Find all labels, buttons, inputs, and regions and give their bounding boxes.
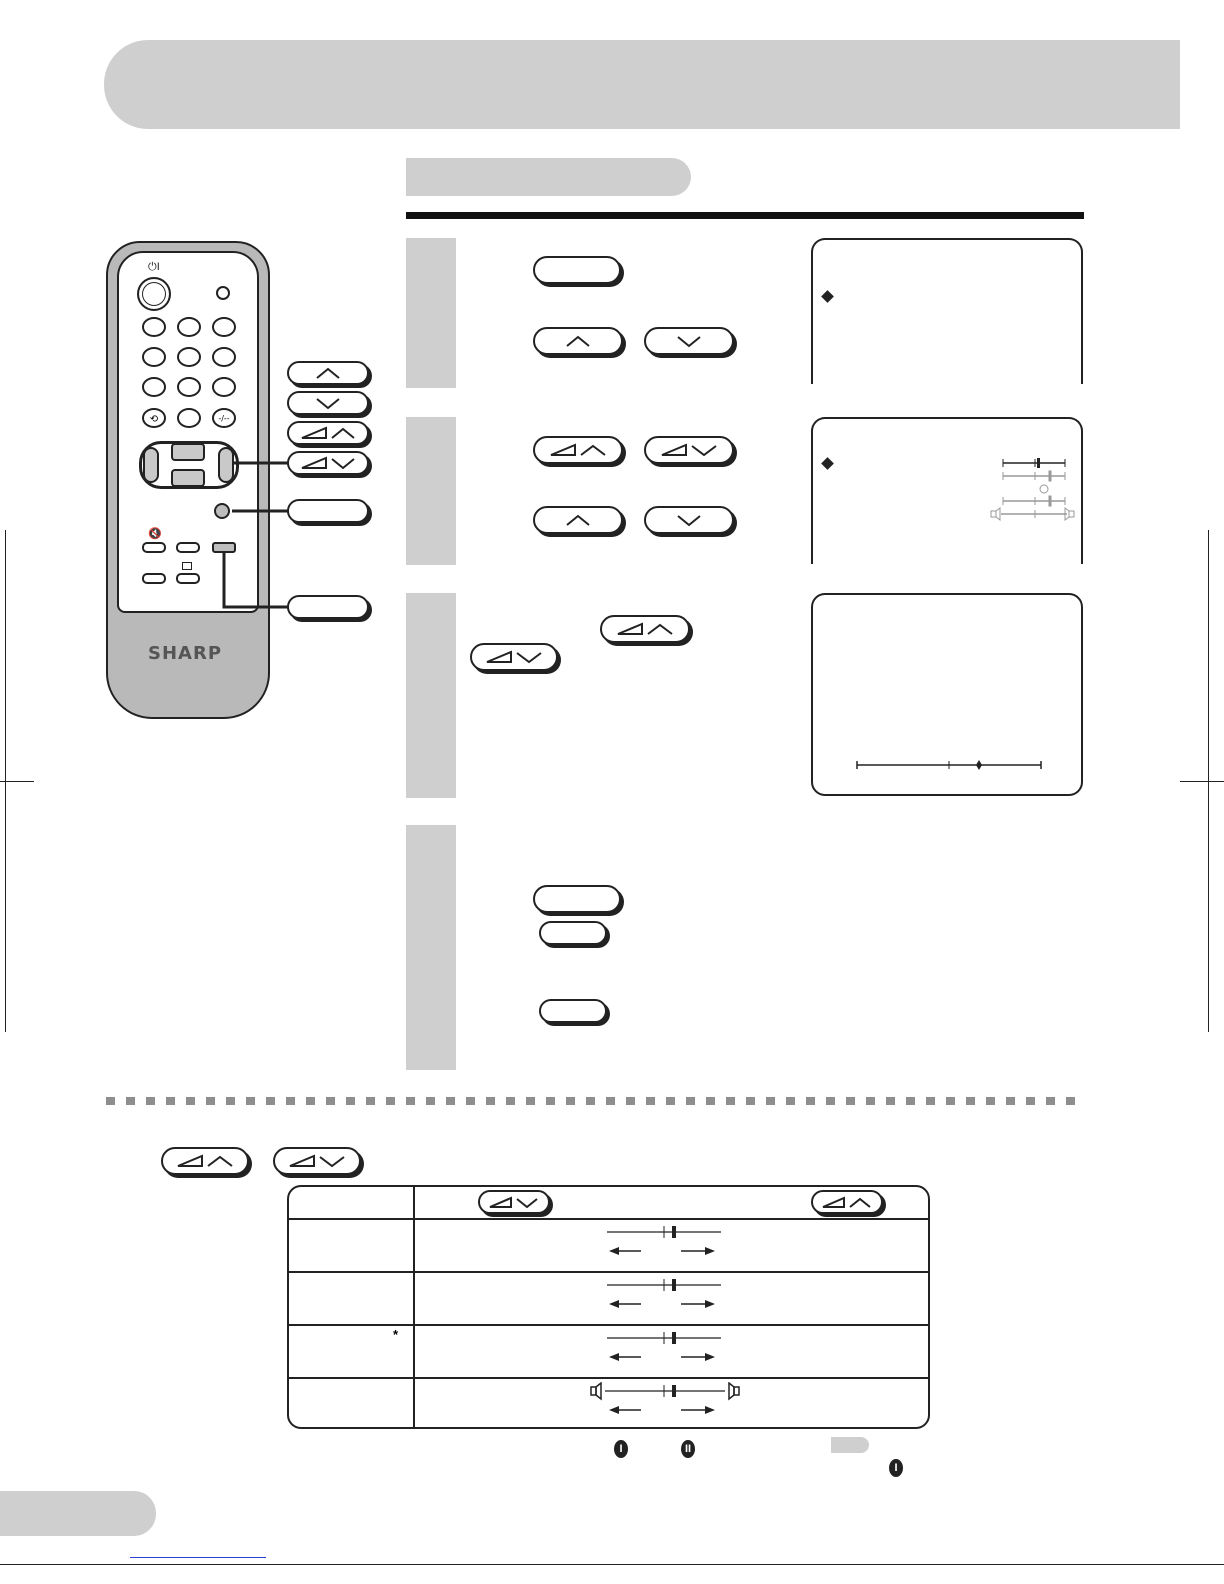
step2-channel-up-key[interactable] bbox=[533, 506, 623, 534]
table-slider-row-4 bbox=[587, 1382, 743, 1422]
page-number-tab bbox=[0, 1491, 156, 1536]
step1-menu-key[interactable] bbox=[533, 256, 621, 284]
step-4-marker bbox=[406, 825, 456, 1070]
table-slider-row-1 bbox=[599, 1223, 729, 1263]
note-volume-up-key[interactable] bbox=[161, 1147, 249, 1175]
power-icon: ⏻I bbox=[148, 261, 160, 273]
sound-mode-1-icon: I bbox=[614, 1440, 628, 1458]
table-col-divider bbox=[413, 1187, 415, 1427]
volume-down-icon bbox=[286, 1153, 348, 1169]
step3-screen bbox=[811, 593, 1083, 796]
step2-screen bbox=[811, 417, 1083, 564]
footnote-highlight bbox=[831, 1437, 869, 1453]
selection-marker-icon bbox=[821, 290, 834, 303]
step2-channel-down-key[interactable] bbox=[644, 506, 734, 534]
underline-link bbox=[130, 1557, 266, 1558]
step-1-marker bbox=[406, 238, 456, 388]
brand-logo: SHARP bbox=[148, 643, 223, 664]
table-volume-down-key bbox=[478, 1190, 550, 1214]
volume-down-icon bbox=[298, 455, 358, 471]
crop-mark bbox=[0, 781, 34, 782]
svg-text:⟲: ⟲ bbox=[149, 414, 159, 425]
callout-volume-down-key[interactable] bbox=[287, 451, 369, 475]
crop-mark bbox=[0, 1564, 1224, 1565]
step2-volume-up-key[interactable] bbox=[533, 436, 623, 464]
sound-mode-2-icon: II bbox=[681, 1440, 695, 1458]
svg-text:-/--: -/-- bbox=[218, 414, 230, 423]
table-slider-row-3 bbox=[599, 1329, 729, 1369]
table-row-divider bbox=[289, 1271, 928, 1273]
step3-volume-down-key[interactable] bbox=[470, 643, 558, 671]
mute-icon: 🔇 bbox=[148, 528, 162, 540]
section-title-bar bbox=[406, 158, 691, 196]
step-3-marker bbox=[406, 593, 456, 798]
callout-volume-up-key[interactable] bbox=[287, 421, 369, 445]
adjustment-table bbox=[287, 1185, 930, 1429]
volume-up-icon bbox=[820, 1195, 874, 1209]
crop-mark bbox=[1180, 781, 1224, 782]
step4-key-2[interactable] bbox=[539, 921, 607, 945]
step4-key-3[interactable] bbox=[539, 999, 607, 1023]
table-row-divider bbox=[289, 1218, 928, 1220]
callout-menu-key[interactable] bbox=[287, 499, 369, 523]
chevron-up-icon bbox=[564, 334, 592, 348]
volume-up-icon bbox=[174, 1153, 236, 1169]
chevron-down-icon bbox=[675, 334, 703, 348]
volume-down-icon bbox=[487, 1195, 541, 1209]
volume-up-icon bbox=[298, 425, 358, 441]
volume-down-icon bbox=[483, 649, 545, 665]
adjust-slider bbox=[853, 758, 1045, 772]
stereo-icon bbox=[1040, 485, 1048, 493]
callout-channel-up-key[interactable] bbox=[287, 361, 369, 385]
callout-channel-down-key[interactable] bbox=[287, 391, 369, 415]
chevron-down-icon bbox=[675, 513, 703, 527]
slider-balance-1 bbox=[1003, 496, 1065, 506]
sound-sliders bbox=[989, 455, 1079, 525]
volume-down-icon bbox=[658, 442, 720, 458]
table-footnote-asterisk: * bbox=[393, 1327, 399, 1342]
section-rule bbox=[406, 212, 1084, 219]
callout-sound-key[interactable] bbox=[287, 595, 369, 619]
callout-leaders bbox=[0, 0, 400, 640]
note-volume-down-key[interactable] bbox=[273, 1147, 361, 1175]
table-row-divider bbox=[289, 1377, 928, 1379]
selection-marker-icon bbox=[821, 457, 834, 470]
table-slider-row-2 bbox=[599, 1276, 729, 1316]
step1-screen bbox=[811, 238, 1083, 384]
step1-channel-up-key[interactable] bbox=[533, 327, 623, 355]
chevron-up-icon bbox=[314, 366, 342, 380]
step-2-marker bbox=[406, 417, 456, 565]
sound-mode-1-icon: I bbox=[889, 1459, 903, 1477]
slider-bass bbox=[1003, 471, 1065, 481]
chevron-up-icon bbox=[564, 513, 592, 527]
step4-menu-key[interactable] bbox=[533, 885, 621, 913]
table-row-divider bbox=[289, 1324, 928, 1326]
table-volume-up-key bbox=[811, 1190, 883, 1214]
chevron-down-icon bbox=[314, 396, 342, 410]
slider-balance-2 bbox=[991, 508, 1074, 520]
section-separator bbox=[106, 1097, 1086, 1105]
volume-up-icon bbox=[547, 442, 609, 458]
volume-up-icon bbox=[614, 621, 676, 637]
slider-treble bbox=[1003, 458, 1065, 468]
step2-volume-down-key[interactable] bbox=[644, 436, 734, 464]
step3-volume-up-key[interactable] bbox=[600, 615, 690, 643]
step1-channel-down-key[interactable] bbox=[644, 327, 734, 355]
